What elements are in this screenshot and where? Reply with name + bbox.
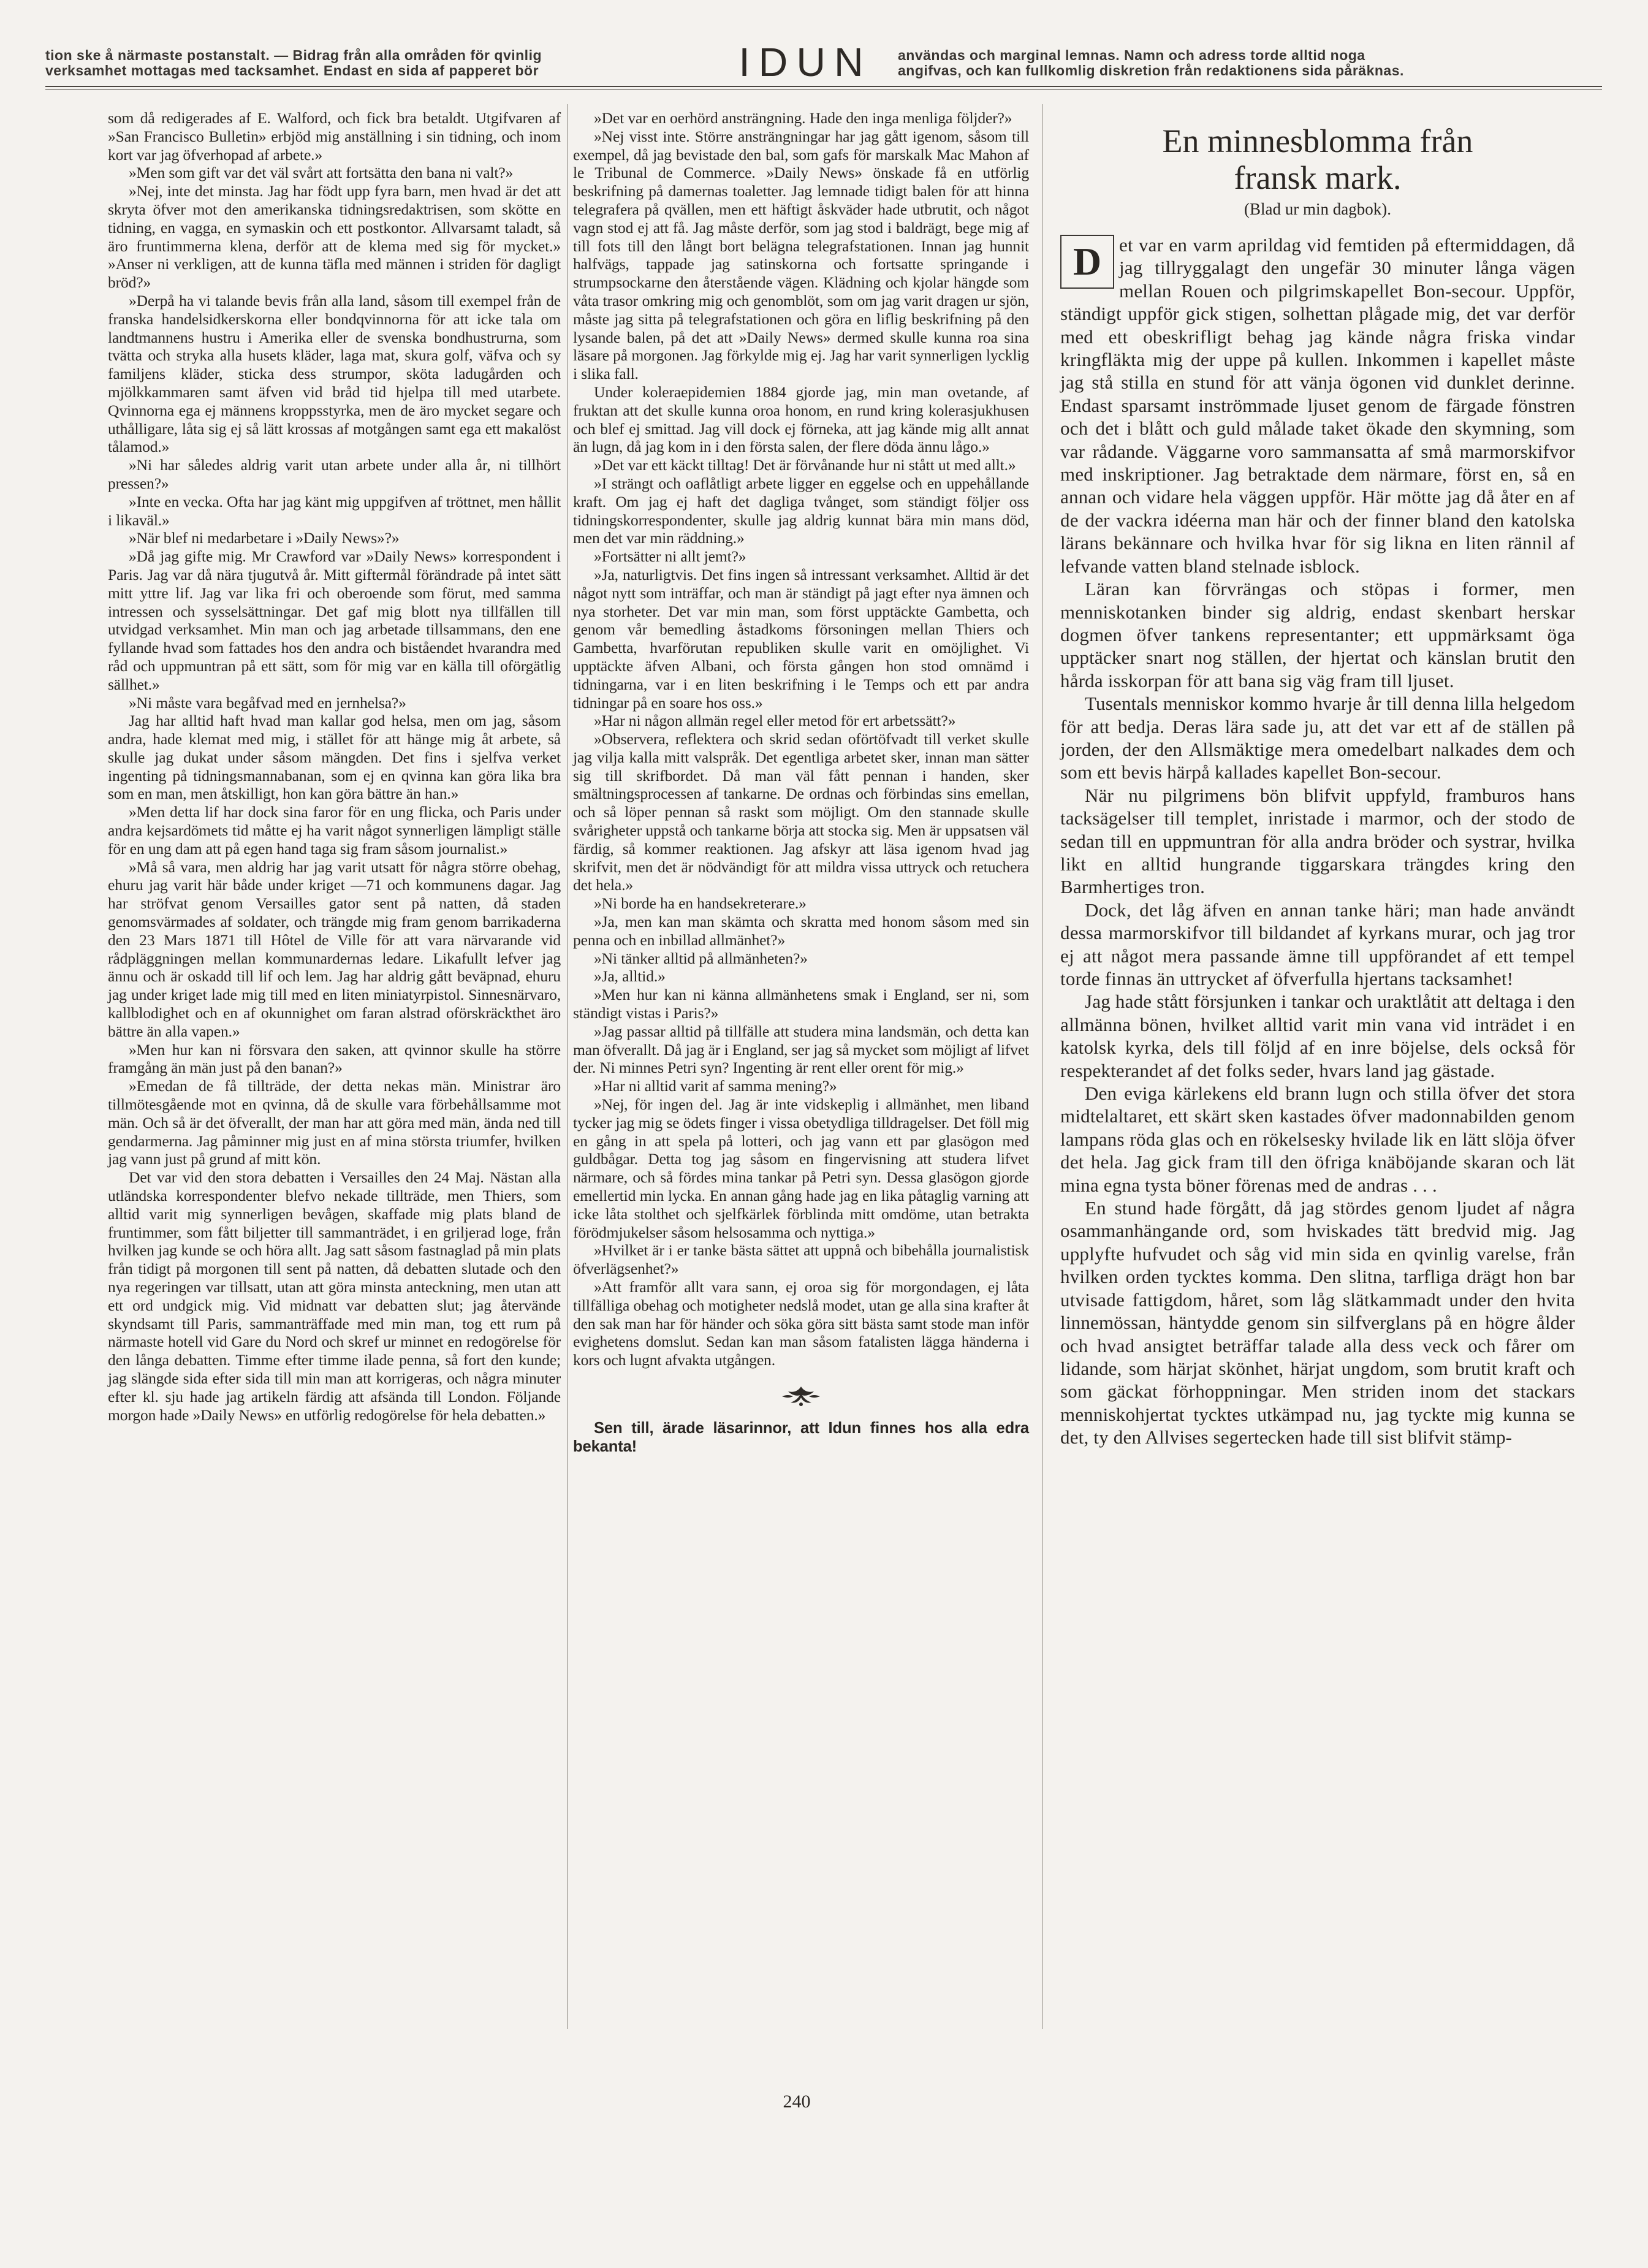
article-title-line1: En minnesblomma från	[1162, 123, 1473, 159]
paragraph: »Hvilket är i er tanke bästa sättet att uppnå och bibehålla journalistisk öfverlägsenhet?»	[573, 1241, 1029, 1278]
paragraph: »Ni måste vara begåfvad med en jernhelsa?»	[129, 693, 406, 712]
paragraph: »Det var ett käckt tilltag! Det är förvånande hur ni stått ut med allt.»	[594, 456, 1016, 474]
paragraph: Under koleraepidemien 1884 gjorde jag, min man ovetande, af fruktan att det skulle kunna oroa honom, en rund kring kolerasjukhusen och blef ej smittad. Jag vill dock ej förneka, att jag kände mig allt annat än lugn, då jag kom in i den första salen, der flere döda ännu lågo.»	[573, 382, 1029, 456]
paragraph: »Ni borde ha en handsekreterare.»	[594, 894, 807, 913]
paragraph: »Nej, inte det minsta. Jag har födt upp fyra barn, men hvad är det att skryta öfver mot den amerikanska tidningsredaktrisen, som skötte en tidning, en vagga, en symaskin och ett postkontor. Allvarsamt taladt, så äro fruntimmerna klena, derför att de klema med sig för mycket.» »Anser ni verkligen, att de kunna täfla med männen i striden för dagligt bröd?»	[108, 182, 561, 292]
paragraph: Det var vid den stora debatten i Versailles den 24 Maj. Nästan alla utländska korrespondenter blefvo nekade tillträde, men Thiers, som alltid varit mig synnerligen bevågen, skaffade mig plats bland de fruntimmer, som fått biljetter till sammanträdet, i en griljerad loge, från hvilken jag kunde se och höra allt. Jag satt såsom fastnaglad på min plats från tidigt på morgonen till sent på natten, då debatten slutade och den nya regeringen var tillsatt, utan att göra minsta anteckning, men utan att ett ord undgick mig. Vid midnatt var debatten slut; jag återvände skyndsamt till Paris, sammanträffade med min man, tog ett rum på närmaste hotell vid Gare du Nord och skref ur minnet en redogörelse för den långa debatten. Timme efter timme ilade penna, så fort den kunde; jag slängde sida efter sida till min man att korrigeras, och några minuter efter kl. sju hade jag artikeln färdig att afsända till London. Följande morgon hade »Daily News» en utförlig redogörelse för hela debatten.»	[108, 1168, 561, 1424]
header-left-notice	[45, 48, 720, 78]
paragraph: Den eviga kärlekens eld brann lugn och stilla öfver det stora midtelaltaret, ett skärt sken kastades öfver madonnabilden genom lampans röda glas och en rökelsesky hvilade lik en lätt slöja öfver det hela. Jag gick fram till den öfriga knäböjande skaran och lät mina egna tysta böner förenas med de andras . . .	[1060, 1083, 1575, 1196]
paragraph: Jag hade stått försjunken i tankar och uraktlåtit att deltaga i den allmänna bönen, hvilket alltid varit min vana vid inträdet i en katolsk kyrka, dels till följd af en inre böjelse, dels också för respekterandet af det folks seder, hvars land jag gästade.	[1060, 991, 1575, 1081]
paragraph: »Jag passar alltid på tillfälle att studera mina landsmän, och detta kan man öfverallt. Då jag är i England, ser jag så mycket som möjligt af lifvet der. Ni minnes Petri syn? Ingenting är rent eller orent för mig.»	[573, 1022, 1029, 1077]
paragraph: »Det var en oerhörd ansträngning. Hade den inga menliga följder?»	[594, 109, 1012, 127]
paragraph: »Nej, för ingen del. Jag är inte vidskeplig i allmänhet, men liband tycker jag mig se ödets finger i vissa obetydliga tilldragelser. Det föll mig en gång in att spela på lotteri, och jag vann ett par glasögon med guldbågar. Detta tog jag såsom en fingervisning att studera lifvet närmare, och så fördes mina tankar på Petri syn. Dessa glasögon gjorde emellertid min lycka. En annan gång hade jag en lika påtaglig varning att icke låta stolthet och sjelfkärlek förblinda mitt omdöme, utan betrakta förödmjukelser såsom helsosamma och nyttiga.»	[573, 1095, 1029, 1241]
paragraph: »Emedan de få tillträde, der detta nekas män. Ministrar äro tillmötesgående mot en qvinna, då de skulle vara förbehållsamme mot män. Och så är det öfverallt, der man har att göra med män, ända ned till gendarmerna. Jag påminner mig just en af mina största triumfer, hvilken jag vann just på grund af mitt kön.	[108, 1077, 561, 1168]
paragraph: »Må så vara, men aldrig har jag varit utsatt för några större obehag, ehuru jag varit här både under kriget —71 och kommunens dagar. Jag har ströfvat genom Versailles gator sent på natten, då staden genomsvärmades af soldater, och trängde mig fram genom barrikaderna den 23 Mars 1871 till Hôtel de Ville för att vara närvarande vid rådpläggningen mellan kommunardernas ledare. Likafullt lefver jag ännu och är oskadd till lif och lem. Jag har aldrig gått beväpnad, ehuru jag under kriget lade mig till med en liten miniatyrpistol. Sinnesnärvaro, kallblodighet och en af okunnighet om faran alstrad oförskräckthet äro bättre än alla vapen.»	[108, 858, 561, 1040]
paragraph: »Men som gift var det väl svårt att fortsätta den bana ni valt?»	[129, 164, 514, 182]
fleuron-ornament-icon	[780, 1384, 822, 1409]
interview-column-2	[573, 109, 1029, 1456]
page-number: 240	[783, 2091, 811, 2112]
paragraph: Jag har alltid haft hvad man kallar god helsa, men om jag, såsom andra, hade klemat med mig, i stället för att hänge mig åt arbete, så skulle jag dukat under såsom mängden. Det fins i sjelfva verket ingenting på tidningsmannabanan, som ej en qvinna kan göra lika bra som en man, men åtskilligt, hon kan göra bättre än han.»	[108, 712, 561, 803]
paragraph: »Men hur kan ni försvara den saken, att qvinnor skulle ha större framgång än män just på den banan?»	[108, 1040, 561, 1077]
paragraph: »När blef ni medarbetare i »Daily News»?»	[129, 529, 400, 547]
paragraph: »I strängt och oaflåtligt arbete ligger en eggelse och en uppehållande kraft. Om jag ej haft det dagliga tvånget, som ständigt följer oss tidningskorrespondenter, skulle jag aldrig kunnat bära min mans död, men det var min räddning.»	[573, 474, 1029, 547]
paragraph: När nu pilgrimens bön blifvit uppfyld, framburos hans tacksägelser till templet, inristade i marmor, och der stodo de sedan till en uppmuntran för alla andra bröder och systrar, hvilka likt en alltid hungrande tiggarskara trängdes kring den Barmhertiges tron.	[1060, 784, 1575, 898]
header-right-line2: angifvas, och kan fullkomlig diskretion från redaktionens sida påräknas.	[898, 63, 1404, 78]
paragraph: »Ja, men kan man skämta och skratta med honom såsom med sin penna och en inbillad allmänhet?»	[573, 913, 1029, 949]
paragraph: Läran kan förvrängas och stöpas i former, men menniskotanken binder sig aldrig, endast skenbart herskar dogmen öfver tankens representanter; ett uppmärksamt öga upptäcker snart nog ställen, der hjertat och känslan brutit den hårda isskorpan för att bana sig väg fram till ljuset.	[1060, 578, 1575, 691]
paragraph: »Derpå ha vi talande bevis från alla land, såsom till exempel från de franska handelsidkerskorna eller bondqvinnorna för att icke tala om landtmannens hustru i Amerika eller de svenska bondhustrurna, som tvätta och stryka alla husets kläder, laga mat, skura golf, väfva och sy familjens kläder, sticka dess strumpor, sköta ladugården och mjölkkammaren samt äfven vid bråd tid hjelpa till med utarbete. Qvinnorna ega ej männens kroppsstyrka, men de äro mycket segare och uthålligare, låta sig ej så lätt krossas af motgången samt ega ett makalöst tålamod.»	[108, 291, 561, 456]
paragraph: »Ni tänker alltid på allmänheten?»	[594, 949, 808, 967]
header-rule-thin	[45, 89, 1602, 90]
paragraph: »Ja, alltid.»	[594, 967, 666, 986]
drop-capital	[1060, 235, 1114, 289]
header-right-line1: användas och marginal lemnas. Namn och adress torde alltid noga	[898, 47, 1365, 63]
interview-column-1	[108, 109, 561, 1424]
paragraph: som då redigerades af E. Walford, och fick bra betaldt. Utgifvaren af »San Francisco Bulletin» erbjöd mig anställning i sin tidning, och inom kort var jag öfverhopad af arbete.»	[108, 109, 561, 164]
paragraph: »Har ni alltid varit af samma mening?»	[594, 1077, 837, 1095]
paragraph: »Ja, naturligtvis. Det fins ingen så intressant verksamhet. Alltid är det något nytt som inträffar, och man är ständigt på jagt efter nya ämnen och nya storheter. Det var min man, som först upptäckte Gambetta, och genom vår bemedling åstadkoms försoningen mellan Thiers och Gambetta, hvarförutan republiken skulle varit en omöjlighet. Vi upptäckte äfven Albani, och första gången hon stod omnämd i tidningarna, var i en liten beskrifning i le Temps och ett par andra tidningar på en soare hos oss.»	[573, 565, 1029, 712]
column-divider	[567, 104, 568, 2029]
paragraph: Dock, det låg äfven en annan tanke häri; man hade användt dessa marmorskifvor till bildandet af kyrkans murar, och jag tror ej att något mera passande ämne till uppförandet af ett tempel torde finnas än uttrycket af öfverfulla hjertans tacksamhet!	[1060, 899, 1575, 989]
appeal-notice: Sen till, ärade läsarinnor, att Idun finnes hos alla edra bekanta!	[573, 1419, 1029, 1455]
paragraph: »Har ni någon allmän regel eller metod för ert arbetssätt?»	[594, 712, 956, 730]
paragraph: »Men hur kan ni känna allmänhetens smak i England, ser ni, som ständigt vistas i Paris?»	[573, 986, 1029, 1022]
paragraph: »Då jag gifte mig. Mr Crawford var »Daily News» korrespondent i Paris. Jag var då nära tjugutvå år. Mitt giftermål förändrade på intet sätt mitt yttre lif. Jag var lika fri och oberoende som förut, med samma intressen och sysselsättningar. Det gaf mig blott nya tillfällen till utvidgad verksamhet. Min man och jag arbetade tillsammans, den ene fyllande hvad som fattades hos den andra och biståendet hvarandra med råd och uppmuntran på ett sätt, som för mig var en källa till oförgätlig sällhet.»	[108, 547, 561, 693]
paragraph: En stund hade förgått, då jag stördes genom ljudet af några osammanhängande ord, som hviskades tätt bredvid mig. Jag upplyfte hufvudet och såg vid min sida en qvinlig varelse, från hvilken orden tycktes komma. Den slitna, tarfliga drägt hon bar utvisade fattigdom, håret, som låg slätkammadt under den hvita linnemössan, häntydde genom sin silfverglans på en högre ålder och hvad ansigtet beträffar talade alla dess veck och fårer om lidande, som härjat skönhet, härjat ungdom, som brutit kraft och som gäckat förhoppningar. Men striden inom det stackars menniskohjertat tycktes utkämpad nu, jag tyckte mig kunna se det, ty den Allvises segertecken hade till sist blifvit stämp-	[1060, 1197, 1575, 1448]
paragraph: »Fortsätter ni allt jemt?»	[594, 547, 746, 566]
header-left-line2: verksamhet mottagas med tacksamhet. Endast en sida af papperet bör	[45, 63, 539, 78]
paragraph: »Att framför allt vara sann, ej oroa sig för morgondagen, ej låta tillfälliga obehag och motigheter nedslå modet, utan ge alla sina krafter åt den sak man har för händer och söka göra sitt bästa samt stode man inför evighetens domslut. Sedan kan man såsom fatalisten lägga händerna i kors och lugnt afvakta utgången.	[573, 1278, 1029, 1369]
article-title	[1060, 123, 1575, 196]
paragraph: »Nej visst inte. Större ansträngningar har jag gått igenom, såsom till exempel, då jag bevistade den bal, som gafs för marskalk Mac Mahon af le Tribunal de Commerce. »Daily News» önskade få en utförlig beskrifning på damernas toaletter. Jag lemnade tidigt balen för att hinna telegrafera på qvällen, men ett häftigt åskväder hade utbrutit, och något vagn stod ej att få. Jag måste derför, som jag stod i baldrägt, bege mig af till fots till den långt bort belägna telegrafstationen. Innan jag hunnit halfvägs, tappade jag satinskorna och fortsatte springande i strumpsockarne den återstående vägen. Klädning och kjolar hängde som våta trasor omkring mig och genomblöt, som om jag varit dragen ur sjön, måste jag sitta på telegrafstationen och göra en liflig beskrifning på den lysande balen, på det att »Daily News» dermed skulle kunna roa sina läsare på morgonen. Jag förkylde mig ej. Jag har varit synnerligen lycklig i slika fall.	[573, 127, 1029, 383]
paragraph: »Observera, reflektera och skrid sedan oförtöfvadt till verket skulle jag vilja kalla mitt valspråk. Det egentliga arbetet sker, innan man sätter sig till skrifbordet. Då man väl fått pennan i handen, sker smältningsprocessen af tankarne. De ordnas och förbindas sins emellan, och så löper pennan så raskt som möjligt. Om den stannade skulle svårigheter uppstå och tankarne börja att stocka sig. Men är uppsatsen väl färdig, så kommer reaktionen. Jag afskyr att läsa igenom hvad jag skrifvit, men det är nödvändigt för att mildra vissa uttryck och retuchera det hela.»	[573, 730, 1029, 894]
article-title-line2: fransk mark.	[1234, 159, 1402, 196]
paragraph: »Ni har således aldrig varit utan arbete under alla år, ni tillhört pressen?»	[108, 456, 561, 492]
header-rule	[45, 86, 1602, 87]
paragraph: Tusentals menniskor kommo hvarje år till denna lilla helgedom för att bedja. Deras lära sade ju, att det var ett af de ställen på jorden, der den Allsmäktige mera omedelbart nalkades dem och som ett bevis härpå kallades kapellet Bon-secour.	[1060, 693, 1575, 783]
masthead-title: IDUN	[739, 39, 872, 85]
header-left-line1: tion ske å närmaste postanstalt. — Bidrag från alla områden för qvinlig	[45, 47, 542, 63]
article-column	[1060, 109, 1575, 1449]
drop-capital-letter: D	[1073, 240, 1102, 283]
article-subtitle: (Blad ur min dagbok).	[1244, 200, 1391, 218]
header-right-notice	[898, 48, 1609, 78]
paragraph: »Inte en vecka. Ofta har jag känt mig uppgifven af tröttnet, men hållit i likaväl.»	[108, 492, 561, 529]
paragraph: et var en varm aprildag vid femtiden på eftermiddagen, då jag tillryggalagt den ungefär 30 minuter långa vägen mellan Rouen och pilgrimskapellet Bon-secour. Uppför, ständigt uppför gick stigen, solhettan plågade mig, det var derför med ett obeskrifligt behag jag kände några friska vindar kringfläkta mig der uppe på kullen. Inkommen i kapellet måste jag stå stilla en stund för att vänja ögonen vid dunklet derinne. Endast sparsamt inströmmade ljuset genom de färgade fönstren och det i blått och guld målade taket ökade den skymning, som var rådande. Väggarne voro sammansatta af små marmorskifvor med inskriptioner. Jag betraktade dem närmare, först en, så en annan och vidare hela väggen uppför. Här mötte jag då åter en af de der vackra idéerna man här och der finner bland den katolska lärans bekännare och hvilka hvar för sig likna en liten rännil af lefvande vatten bland stelnade isblock.	[1060, 234, 1575, 577]
paragraph: »Men detta lif har dock sina faror för en ung flicka, och Paris under andra kejsardömets tid måtte ej ha varit något synnerligen lämpligt ställe för en ung dam att på egen hand taga sig fram såsom journalist.»	[108, 803, 561, 858]
